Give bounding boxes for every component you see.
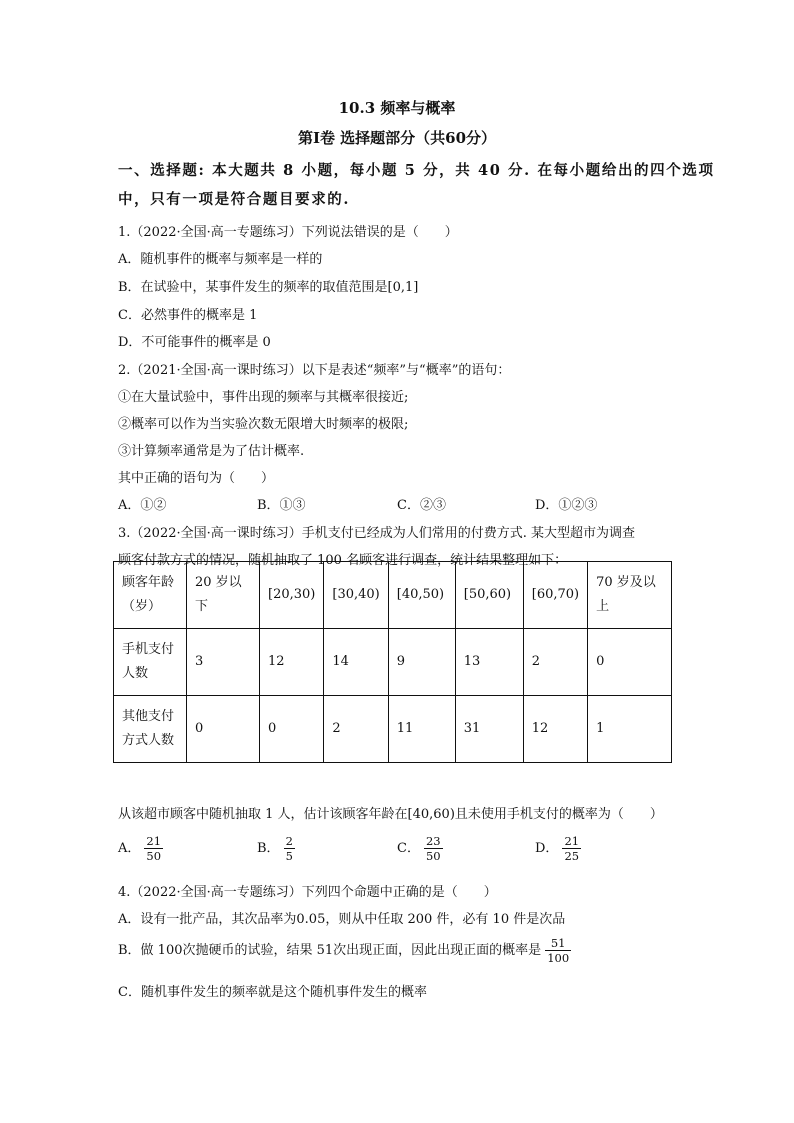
q3-option-d: [535, 834, 581, 863]
table-cell: 13: [455, 629, 523, 696]
table-row-mobile: [114, 629, 672, 696]
q2-option-b: B．①③: [257, 498, 306, 513]
table-cell: 0: [260, 696, 324, 763]
option-label: B．: [257, 841, 280, 856]
q1-stem: 1.（2022·全国·高一专题练习）下列说法错误的是（ ）: [118, 225, 458, 240]
q4-option-b: [118, 936, 571, 965]
table-row-label: [114, 696, 187, 763]
q2-stem: 2.（2021·全国·高一课时练习）以下是表述“频率”与“概率”的语句：: [118, 363, 511, 378]
table-header-cell: 20 岁以下: [187, 562, 260, 629]
q2-statement-1: ①在大量试验中，事件出现的频率与其概率很接近;: [118, 390, 409, 405]
table-cell: 0: [588, 629, 672, 696]
table-header-cell: [588, 562, 672, 629]
q2-statement-2: ②概率可以作为当实验次数无限增大时频率的极限;: [118, 417, 409, 432]
q1-option-a: A．随机事件的概率与频率是一样的: [118, 252, 323, 267]
table-header-row: [114, 562, 672, 629]
row1-label-line2: 人数: [122, 666, 149, 681]
row2-label-line2: 方式人数: [122, 733, 175, 748]
page-title: 10.3 频率与概率: [338, 99, 456, 117]
fraction-numerator: 2: [285, 834, 293, 848]
table-cell: 11: [388, 696, 455, 763]
header-70-line1: 70 岁及以: [596, 575, 656, 590]
table-cell: 0: [187, 696, 260, 763]
section-subtitle: 第Ⅰ卷 选择题部分（共60分）: [297, 129, 497, 147]
fraction: [424, 834, 443, 863]
header-70-line2: 上: [596, 599, 610, 614]
q1-option-c: C．必然事件的概率是 1: [118, 308, 258, 323]
table-cell: 12: [523, 696, 587, 763]
row1-label-line1: 手机支付: [122, 642, 175, 657]
header-age-line2: （岁）: [122, 599, 162, 614]
q3-option-c: [397, 834, 443, 863]
q2-option-c: C．②③: [397, 498, 446, 513]
table-cell: 14: [324, 629, 388, 696]
fraction: [562, 834, 581, 863]
fraction-denominator: 100: [547, 951, 570, 965]
section-instruction-line2: 中，只有一项是符合题目要求的.: [118, 191, 351, 208]
q2-statement-3: ③计算频率通常是为了估计概率.: [118, 444, 305, 459]
fraction-numerator: 23: [425, 834, 441, 848]
fraction-denominator: 5: [285, 849, 293, 863]
table-header-cell: [50,60): [455, 562, 523, 629]
q1-option-b: B．在试验中，某事件发生的频率的取值范围是[0,1]: [118, 280, 419, 295]
fraction-denominator: 50: [146, 849, 162, 863]
table-cell: 31: [455, 696, 523, 763]
q3-option-a: [118, 834, 163, 863]
q3-stem-line2: 顾客付款方式的情况，随机抽取了 100 名顾客进行调查，统计结果整理如下：: [118, 553, 568, 568]
payment-data-table: [113, 561, 672, 763]
fraction-numerator: 51: [545, 936, 571, 951]
table-cell: 1: [588, 696, 672, 763]
fraction-numerator: 21: [564, 834, 580, 848]
fraction: [545, 936, 571, 965]
table-header-cell: [60,70): [523, 562, 587, 629]
table-header-cell: [20,30): [260, 562, 324, 629]
q4-stem: 4.（2022·全国·高一专题练习）下列四个命题中正确的是（ ）: [118, 885, 497, 900]
fraction-denominator: 25: [564, 849, 580, 863]
fraction-numerator: 21: [146, 834, 162, 848]
q4-option-a: A．设有一批产品，其次品率为0.05，则从中任取 200 件，必有 10 件是次品: [118, 912, 566, 927]
fraction: [284, 834, 295, 863]
table-cell: 12: [260, 629, 324, 696]
table-row-label: [114, 629, 187, 696]
q4-option-b-text: B．做 100次抛硬币的试验，结果 51次出现正面，因此出现正面的概率是: [118, 943, 542, 958]
row2-label-line1: 其他支付: [122, 709, 175, 724]
table-header-cell: [30,40): [324, 562, 388, 629]
q2-option-d: D．①②③: [535, 498, 598, 513]
fraction: [144, 834, 163, 863]
fraction-denominator: 50: [425, 849, 441, 863]
q1-option-d: D．不可能事件的概率是 0: [118, 335, 271, 350]
option-label: C．: [397, 841, 420, 856]
table-cell: 3: [187, 629, 260, 696]
table-header-cell: [114, 562, 187, 629]
q3-option-b: [257, 834, 295, 863]
table-cell: 2: [324, 696, 388, 763]
header-age-line1: 顾客年龄: [122, 575, 175, 590]
q3-stem-line1: 3.（2022·全国·高一课时练习）手机支付已经成为人们常用的付费方式. 某大型超市为调查: [118, 526, 636, 541]
q3-question: 从该超市顾客中随机抽取 1 人，估计该顾客年龄在[40,60)且未使用手机支付的概率为（ ）: [118, 807, 663, 822]
section-instruction-line1: 一、选择题: 本大题共 8 小题，每小题 5 分，共 40 分. 在每小题给出的四个选项: [118, 162, 715, 179]
table-cell: 9: [388, 629, 455, 696]
option-label: A．: [118, 841, 141, 856]
q2-ask: 其中正确的语句为（ ）: [118, 471, 275, 486]
option-label: D．: [535, 841, 559, 856]
q2-option-a: A．①②: [118, 498, 167, 513]
table-header-cell: [40,50): [388, 562, 455, 629]
table-row-other: [114, 696, 672, 763]
table-cell: 2: [523, 629, 587, 696]
q4-option-c: C．随机事件发生的频率就是这个随机事件发生的概率: [118, 985, 427, 1000]
